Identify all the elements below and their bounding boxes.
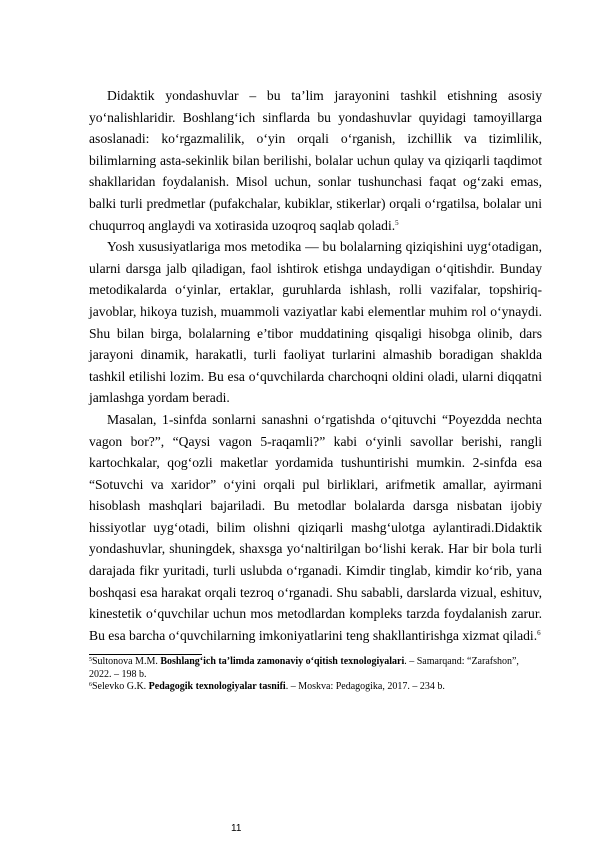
paragraph-text: Yosh xususiyatlariga mos metodika — bu bolalarning qiziqishini uyg‘otadigan, ularni darsga jalb qiladigan, faol ishtirok etishga undaydigan o‘qitishdir. Bunday metodikalarda o‘yinlar, ertaklar, guruhlarda ishlash, rolli vazifalar, topshiriq-javoblar, hikoya tuzish, muammoli vaziyatlar kabi elementlar muhim rol o‘ynaydi. Shu bilan birga, bolalarning e’tibor muddatining qisqaligi hisobga olinib, dars jarayoni dinamik, harakatli, turli faoliyat turlarini almashib boradigan shaklda tashkil etilishi lozim. Bu esa o‘quvchilarda charchoqni oldini oladi, ularni diqqatni jamlashga yordam beradi.: [89, 239, 542, 406]
paragraph-age-appropriate-methods: [89, 236, 542, 409]
footnote-publication: . – Moskva: Pedagogika, 2017. – 234 b.: [285, 680, 445, 692]
footnote-author: Sultonova M.M.: [92, 656, 161, 668]
footnote-title: Pedagogik texnologiyalar tasnifi: [148, 680, 286, 692]
footnote-item: [89, 681, 542, 693]
paragraph-examples: [89, 409, 542, 647]
footnote-divider: [89, 654, 202, 655]
page-body: [89, 85, 542, 693]
footnote-author: Selevko G.K.: [92, 680, 149, 692]
paragraph-text: Didaktik yondashuvlar – bu ta’lim jarayonini tashkil etishning asosiy yo‘nalishlaridir. Boshlang‘ich sinflarda bu yondashuvlar quyidagi tamoyillarga asoslanadi: ko‘rgazmalilik, o‘yin orqali o‘rganish, izchillik va tizimlilik, bilimlarning asta-sekinlik bilan berilishi, bolalar uchun qulay va qiziqarli taqdimot shakllaridan foydalanish. Misol uchun, sonlar tushunchasi faqat og‘zaki emas, balki turli predmetlar (pufakchalar, kubiklar, stikerlar) orqali o‘rgatilsa, bolalar uni chuqurroq anglaydi va xotirasida uzoqroq saqlab qoladi.: [89, 88, 542, 233]
paragraph-text: Masalan, 1-sinfda sonlarni sanashni o‘rgatishda o‘qituvchi “Poyezdda nechta vagon bor?”, “Qaysi vagon 5-raqamli?” kabi o‘yinli savollar berishi, rangli kartochkalar, qog‘ozli maketlar yordamida tushuntirishi mumkin. 2-sinfda esa “Sotuvchi va xaridor” o‘yini orqali pul birliklari, arifmetik amallar, ayirmani hisoblash mashqlari bajariladi. Bu metodlar bolalarda darsga nisbatan ijobiy hissiyotlar uyg‘otadi, bilim olishni qiziqarli mashg‘ulotga aylantiradi.Didaktik yondashuvlar, shuningdek, shaxsga yo‘naltirilgan bo‘lishi kerak. Har bir bola turli darajada fikr yuritadi, turli uslubda o‘rganadi. Kimdir tinglab, kimdir ko‘rib, yana boshqasi esa harakat orqali tezroq o‘rganadi. Shu sababli, darslarda vizual, eshituv, kinestetik o‘quvchilar uchun mos metodlardan kompleks tarzda foydalanish zarur. Bu esa barcha o‘quvchilarning imkoniyatlarini teng shakllantirishga xizmat qiladi.: [89, 411, 542, 643]
footnote-ref[interactable]: 6: [537, 628, 541, 637]
footnote-number: 5: [89, 657, 92, 664]
footnote-ref[interactable]: 5: [395, 218, 399, 227]
footnotes: [89, 656, 542, 693]
footnote-number: 6: [89, 681, 92, 688]
footnote-publication: . – Samarqand: “Zarafshon”, 2022. – 198 b.: [89, 656, 519, 680]
paragraph-didactic-approaches: [89, 85, 542, 236]
footnote-item: [89, 656, 542, 680]
footnote-title: Boshlang‘ich ta’limda zamonaviy o‘qitish texnologiyalari: [160, 656, 405, 668]
page-number: 11: [231, 823, 242, 834]
